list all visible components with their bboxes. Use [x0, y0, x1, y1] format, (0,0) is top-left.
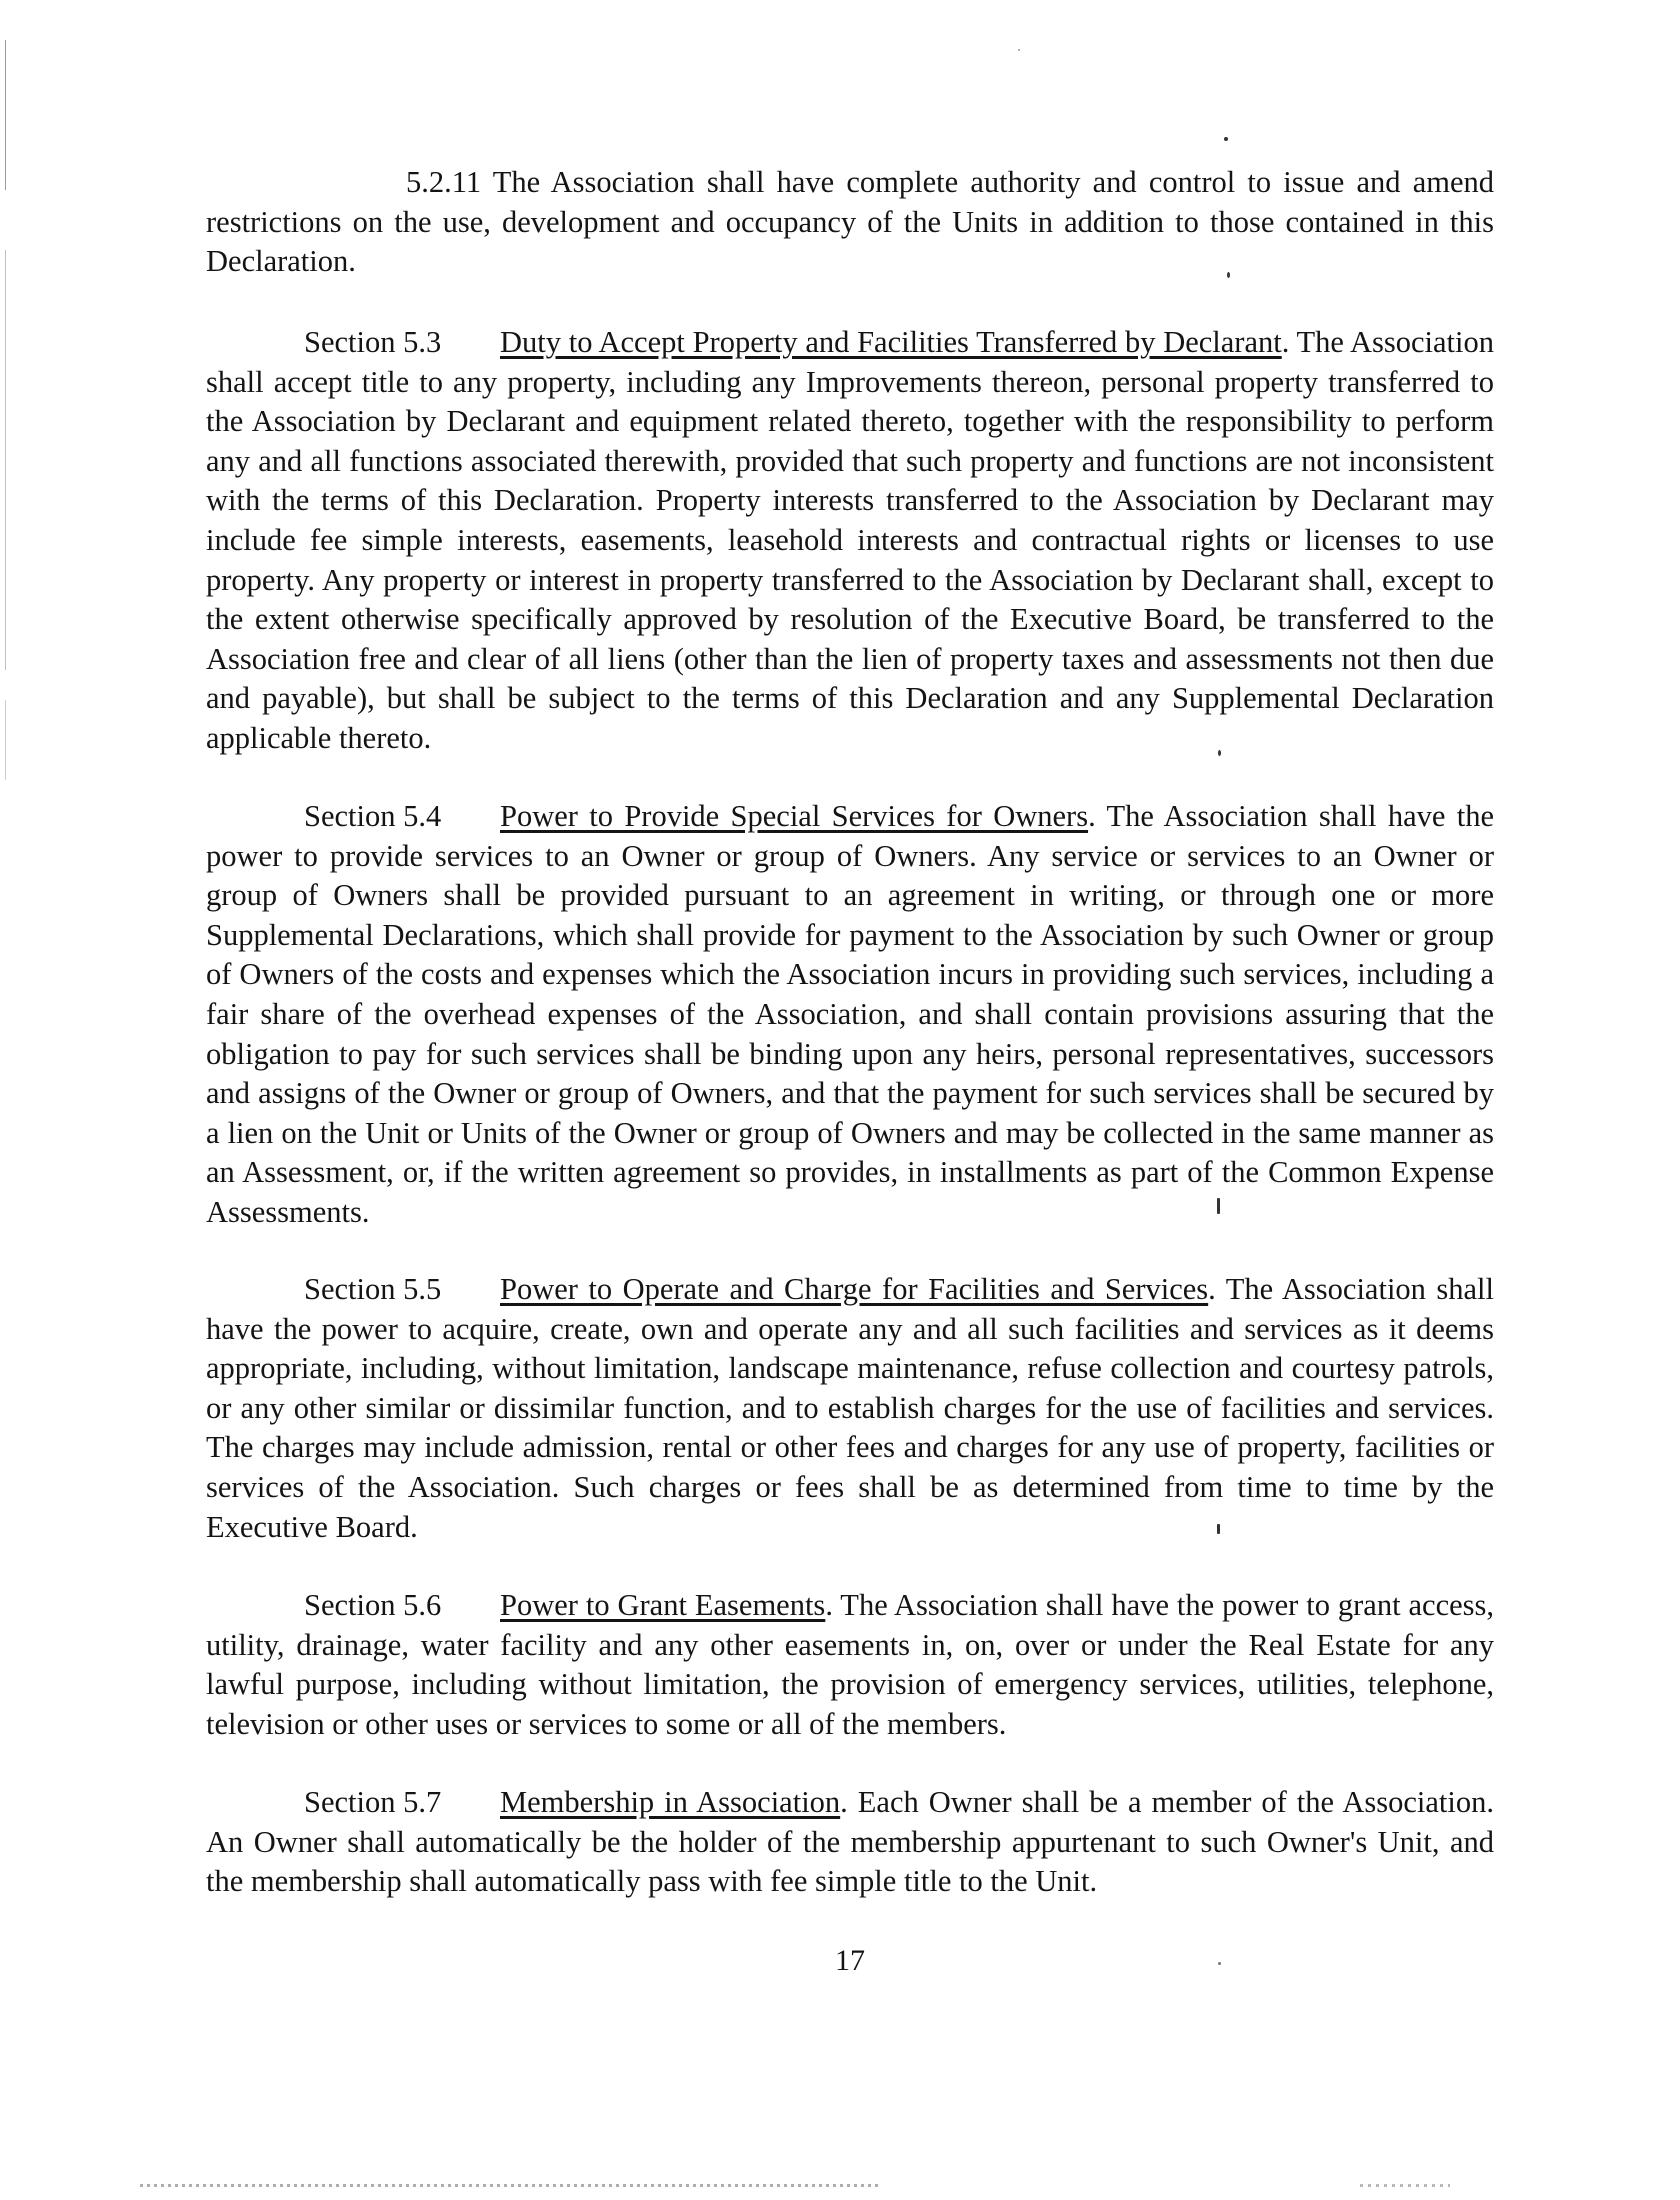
- section-body: . Each Owner shall be a member of the Association. An Owner shall automatically be the holder of the membership appurtenant to such Owner's Unit, and the membership shall automatically pass with fee simple title to the Unit.: [206, 1785, 1494, 1899]
- scan-bottom-noise: [1360, 2184, 1450, 2187]
- paragraph-5-2-11: [206, 163, 1494, 282]
- section-heading: Power to Operate and Charge for Facilities and Services: [500, 1272, 1209, 1306]
- section-number: Section 5.5: [304, 1272, 442, 1306]
- section-body: . The Association shall have the power to grant access, utility, drainage, water facility and any other easements in, on, over or under the Real Estate for any lawful purpose, including without limitation, the provision of emergency services, utilities, telephone, television or other uses or services to some or all of the members.: [206, 1588, 1495, 1741]
- paragraph-text: 5.2.11 The Association shall have complete authority and control to issue and amend restrictions on the use, development and occupancy of the Units in addition to those contained in this Declaration.: [206, 165, 1494, 279]
- section-body: . The Association shall accept title to any property, including any Improvements thereon, personal property transferred to the Association by Declarant and equipment related thereto, together with the responsibility to perform any and all functions associated therewith, provided that such property and functions are not inconsistent with the terms of this Declaration. Property interests transferred to the Association by Declarant may include fee simple interests, easements, leasehold interests and contractual rights or licenses to use property. Any property or interest in property transferred to the Association by Declarant shall, except to the extent otherwise specifically approved by resolution of the Executive Board, be transferred to the Association free and clear of all liens (other than the lien of property taxes and assessments not then due and payable), but shall be subject to the terms of this Declaration and any Supplemental Declaration applicable thereto.: [206, 325, 1495, 755]
- scan-edge-line: [5, 40, 6, 190]
- section-number: Section 5.6: [304, 1588, 442, 1622]
- section-body: . The Association shall have the power to provide services to an Owner or group of Owners. Any service or services to an Owner or group of Owners shall be provided pursuant to an agreement in writing, or through one or more Supplemental Declarations, which shall provide for payment to the Association by such Owner or group of Owners of the costs and expenses which the Association incurs in providing such services, including a fair share of the overhead expenses of the Association, and shall contain provisions assuring that the obligation to pay for such services shall be binding upon any heirs, personal representatives, successors and assigns of the Owner or group of Owners, and that the payment for such services shall be secured by a lien on the Unit or Units of the Owner or group of Owners and may be collected in the same manner as an Assessment, or, if the written agreement so provides, in installments as part of the Common Expense Assessments.: [206, 799, 1494, 1229]
- scan-edge-line: [5, 700, 6, 780]
- scan-edge-line: [5, 250, 6, 670]
- section-heading: Power to Grant Easements: [500, 1588, 826, 1622]
- page-number: 17: [835, 1944, 865, 1977]
- section-5-4: [206, 797, 1494, 1233]
- scan-speck: [1224, 137, 1228, 141]
- section-5-6: [206, 1586, 1494, 1744]
- scan-bottom-noise: [140, 2184, 880, 2187]
- section-heading: Power to Provide Special Services for Owners: [500, 799, 1089, 833]
- section-number: Section 5.4: [304, 799, 442, 833]
- section-number: Section 5.7: [304, 1785, 442, 1819]
- section-heading: Membership in Association: [500, 1785, 841, 1819]
- section-body: . The Association shall have the power to acquire, create, own and operate any and all such facilities and services as it deems appropriate, including, without limitation, landscape maintenance, refuse collection and courtesy patrols, or any other similar or dissimilar function, and to establish charges for the use of facilities and services. The charges may include admission, rental or other fees and charges for any use of property, facilities or services of the Association. Such charges or fees shall be as determined from time to time by the Executive Board.: [206, 1272, 1494, 1544]
- section-number: Section 5.3: [304, 325, 442, 359]
- section-5-7: [206, 1783, 1494, 1902]
- section-5-3: [206, 323, 1494, 759]
- section-heading: Duty to Accept Property and Facilities Transferred by Declarant: [500, 325, 1282, 359]
- section-5-5: [206, 1270, 1494, 1547]
- scan-speck: [1018, 49, 1020, 51]
